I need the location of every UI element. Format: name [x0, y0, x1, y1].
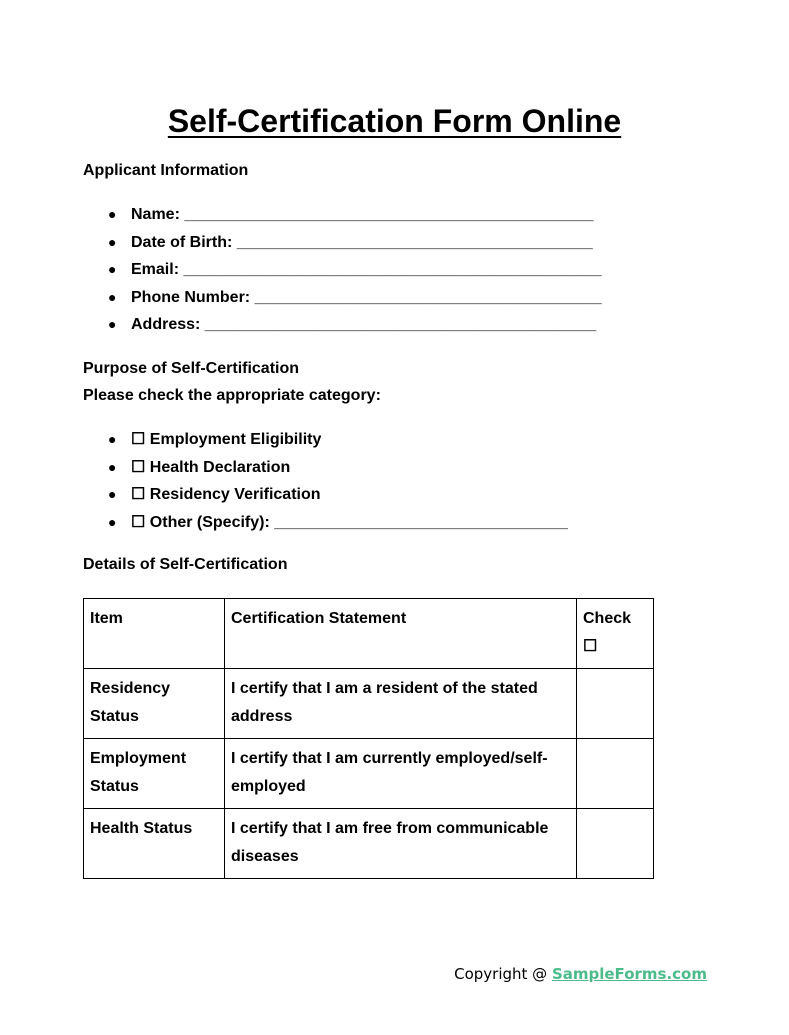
purpose-heading: Purpose of Self-Certification [83, 360, 300, 377]
other-specify-checkbox[interactable] [83, 509, 568, 537]
name-field-label: Name: ______________________________________________ [131, 206, 594, 223]
address-field[interactable] [83, 311, 602, 339]
email-field-label: Email: _______________________________________________ [131, 261, 602, 278]
residency-verification-checkbox[interactable] [83, 481, 568, 509]
row-check-cell[interactable] [577, 809, 654, 879]
address-field-label: Address: ____________________________________________ [131, 316, 597, 333]
applicant-fields-list [83, 201, 602, 339]
copyright-footer [454, 964, 707, 984]
applicant-information-heading: Applicant Information [83, 162, 249, 179]
row-item: Health Status [84, 809, 225, 879]
column-header-check: Check ☐ [577, 599, 654, 669]
bullet-icon: ● [108, 458, 117, 475]
employment-eligibility-checkbox[interactable] [83, 426, 568, 454]
bullet-icon: ● [108, 431, 117, 447]
bullet-icon: ● [108, 261, 117, 277]
details-table [83, 598, 654, 879]
row-item: Residency Status [84, 669, 225, 739]
bullet-icon: ● [108, 316, 117, 332]
row-check-cell[interactable] [577, 669, 654, 739]
phone-number-field-label: Phone Number: _______________________________________ [131, 288, 602, 306]
date-of-birth-field-label: Date of Birth: ________________________________________ [131, 233, 593, 251]
row-item: Employment Status [84, 739, 225, 809]
bullet-icon: ● [108, 486, 117, 502]
residency-verification-label: ☐ Residency Verification [131, 486, 321, 503]
health-declaration-checkbox[interactable] [83, 454, 568, 482]
name-field[interactable] [83, 201, 602, 229]
bullet-icon: ● [108, 206, 117, 222]
table-row [84, 809, 654, 879]
table-row [84, 739, 654, 809]
email-field[interactable] [83, 256, 602, 284]
row-statement: I certify that I am a resident of the stated address [225, 669, 577, 739]
purpose-options-list [83, 426, 568, 536]
bullet-icon: ● [108, 513, 117, 530]
employment-eligibility-label: ☐ Employment Eligibility [131, 431, 322, 448]
row-check-cell[interactable] [577, 739, 654, 809]
purpose-instruction: Please check the appropriate category: [83, 387, 381, 404]
column-header-item: Item [84, 599, 225, 669]
column-header-statement: Certification Statement [225, 599, 577, 669]
health-declaration-label: ☐ Health Declaration [131, 458, 291, 476]
phone-number-field[interactable] [83, 284, 602, 312]
other-specify-label: ☐ Other (Specify): _________________________________ [131, 513, 568, 531]
details-heading: Details of Self-Certification [83, 556, 288, 573]
row-statement: I certify that I am currently employed/self-employed [225, 739, 577, 809]
page-title: Self-Certification Form Online [167, 103, 622, 139]
copyright-prefix: Copyright @ [454, 965, 552, 983]
row-statement: I certify that I am free from communicable diseases [225, 809, 577, 879]
bullet-icon: ● [108, 233, 117, 250]
bullet-icon: ● [108, 288, 117, 305]
table-row [84, 669, 654, 739]
table-header-row [84, 599, 654, 669]
sampleforms-link[interactable]: SampleForms.com [551, 965, 707, 983]
date-of-birth-field[interactable] [83, 229, 602, 257]
